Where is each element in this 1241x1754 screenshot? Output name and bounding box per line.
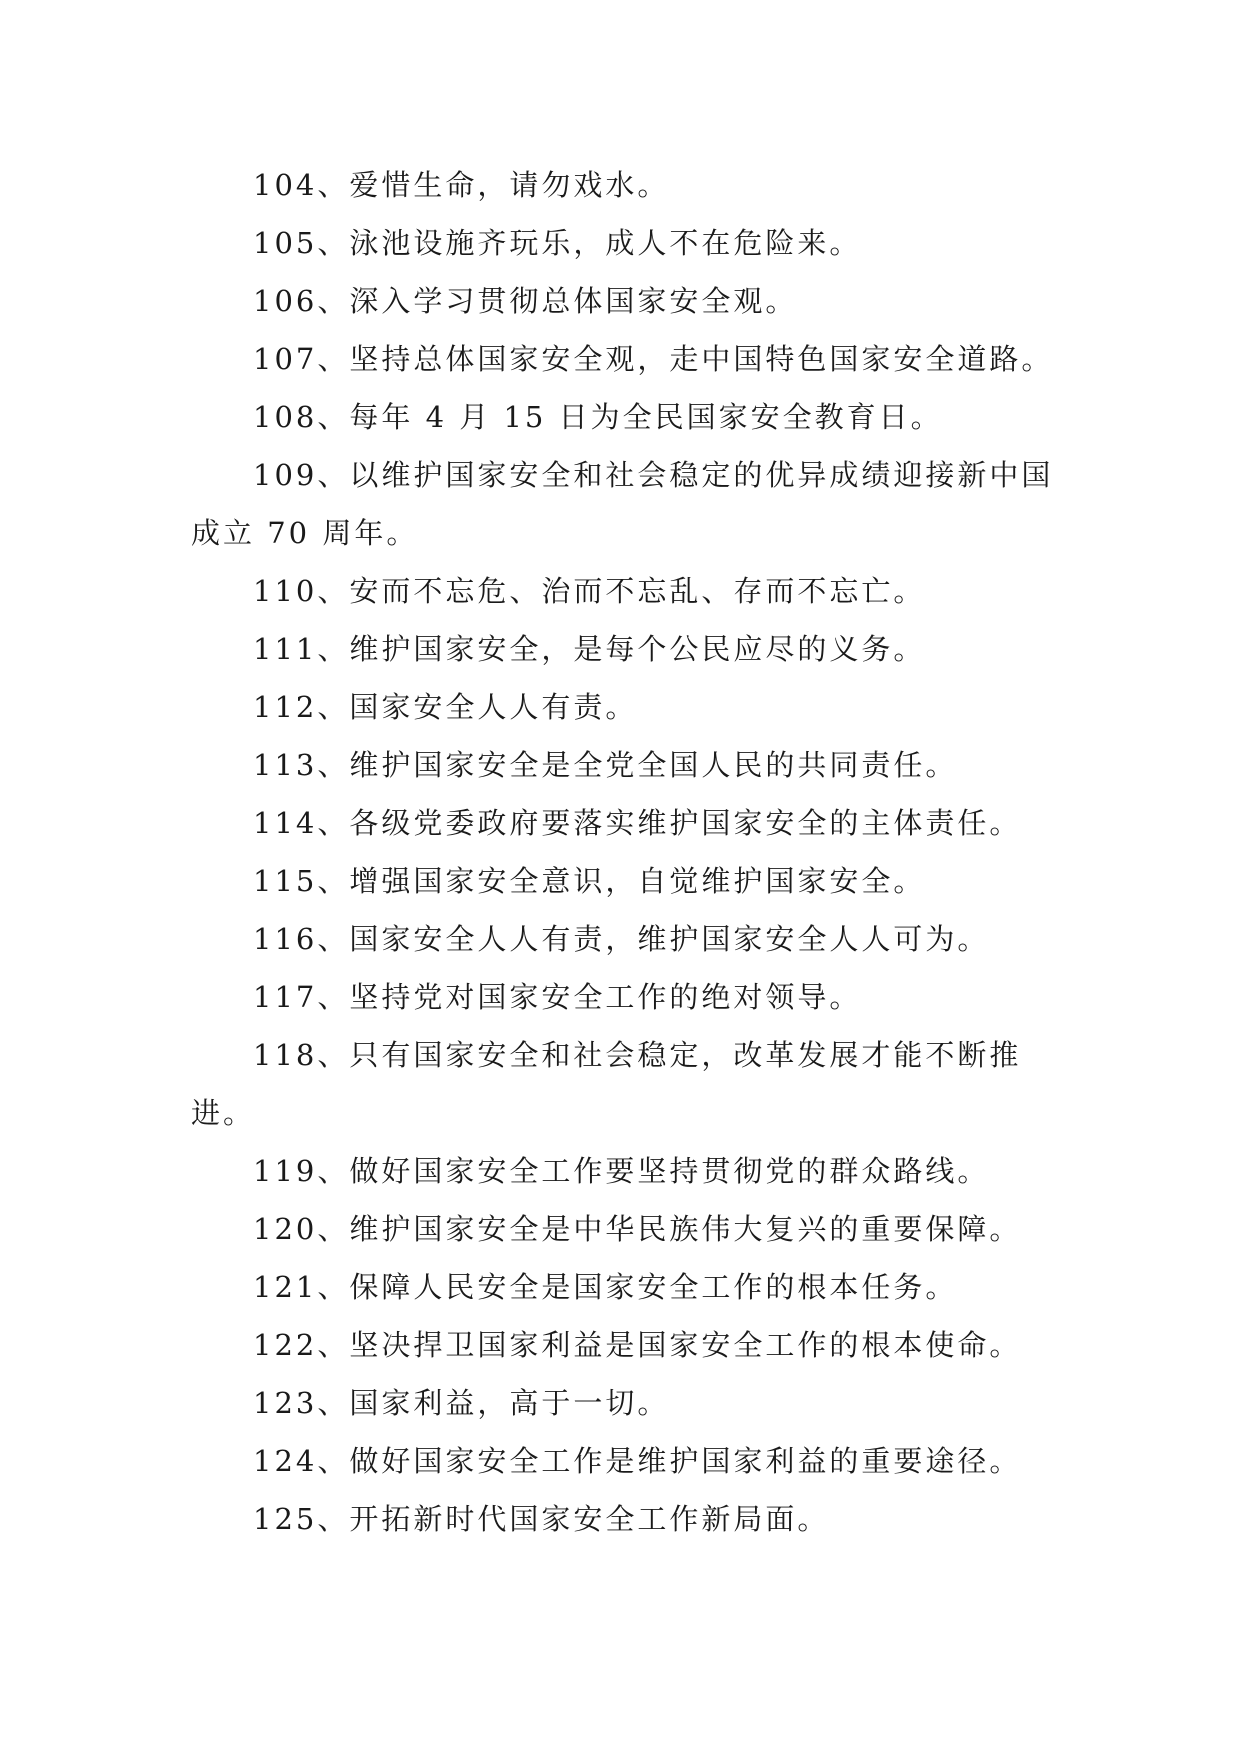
list-item: 116、国家安全人人有责，维护国家安全人人可为。 (253, 922, 990, 956)
list-item: 106、深入学习贯彻总体国家安全观。 (253, 284, 798, 318)
list-item: 124、做好国家安全工作是维护国家利益的重要途径。 (253, 1444, 1022, 1478)
list-item: 112、国家安全人人有责。 (253, 690, 638, 724)
list-item: 107、坚持总体国家安全观，走中国特色国家安全道路。 (253, 342, 1054, 376)
list-item: 120、维护国家安全是中华民族伟大复兴的重要保障。 (253, 1212, 1022, 1246)
list-item: 122、坚决捍卫国家利益是国家安全工作的根本使命。 (253, 1328, 1022, 1362)
list-item: 108、每年 4 月 15 日为全民国家安全教育日。 (253, 400, 943, 434)
list-item: 119、做好国家安全工作要坚持贯彻党的群众路线。 (253, 1154, 990, 1188)
list-item: 123、国家利益，高于一切。 (253, 1386, 670, 1420)
list-item: 125、开拓新时代国家安全工作新局面。 (253, 1502, 830, 1536)
list-item: 121、保障人民安全是国家安全工作的根本任务。 (253, 1270, 958, 1304)
document-body (191, 156, 1071, 1548)
list-item: 113、维护国家安全是全党全国人民的共同责任。 (253, 748, 958, 782)
list-item: 110、安而不忘危、治而不忘乱、存而不忘亡。 (253, 574, 926, 608)
list-item: 111、维护国家安全，是每个公民应尽的义务。 (253, 632, 926, 666)
list-item: 109、以维护国家安全和社会稳定的优异成绩迎接新中国成立 70 周年。 (191, 458, 1054, 550)
list-item: 115、增强国家安全意识，自觉维护国家安全。 (253, 864, 926, 898)
list-item: 114、各级党委政府要落实维护国家安全的主体责任。 (253, 806, 1022, 840)
list-item: 104、爱惜生命，请勿戏水。 (253, 168, 670, 202)
list-item: 117、坚持党对国家安全工作的绝对领导。 (253, 980, 862, 1014)
list-item: 118、只有国家安全和社会稳定，改革发展才能不断推进。 (191, 1038, 1022, 1130)
list-item: 105、泳池设施齐玩乐，成人不在危险来。 (253, 226, 862, 260)
